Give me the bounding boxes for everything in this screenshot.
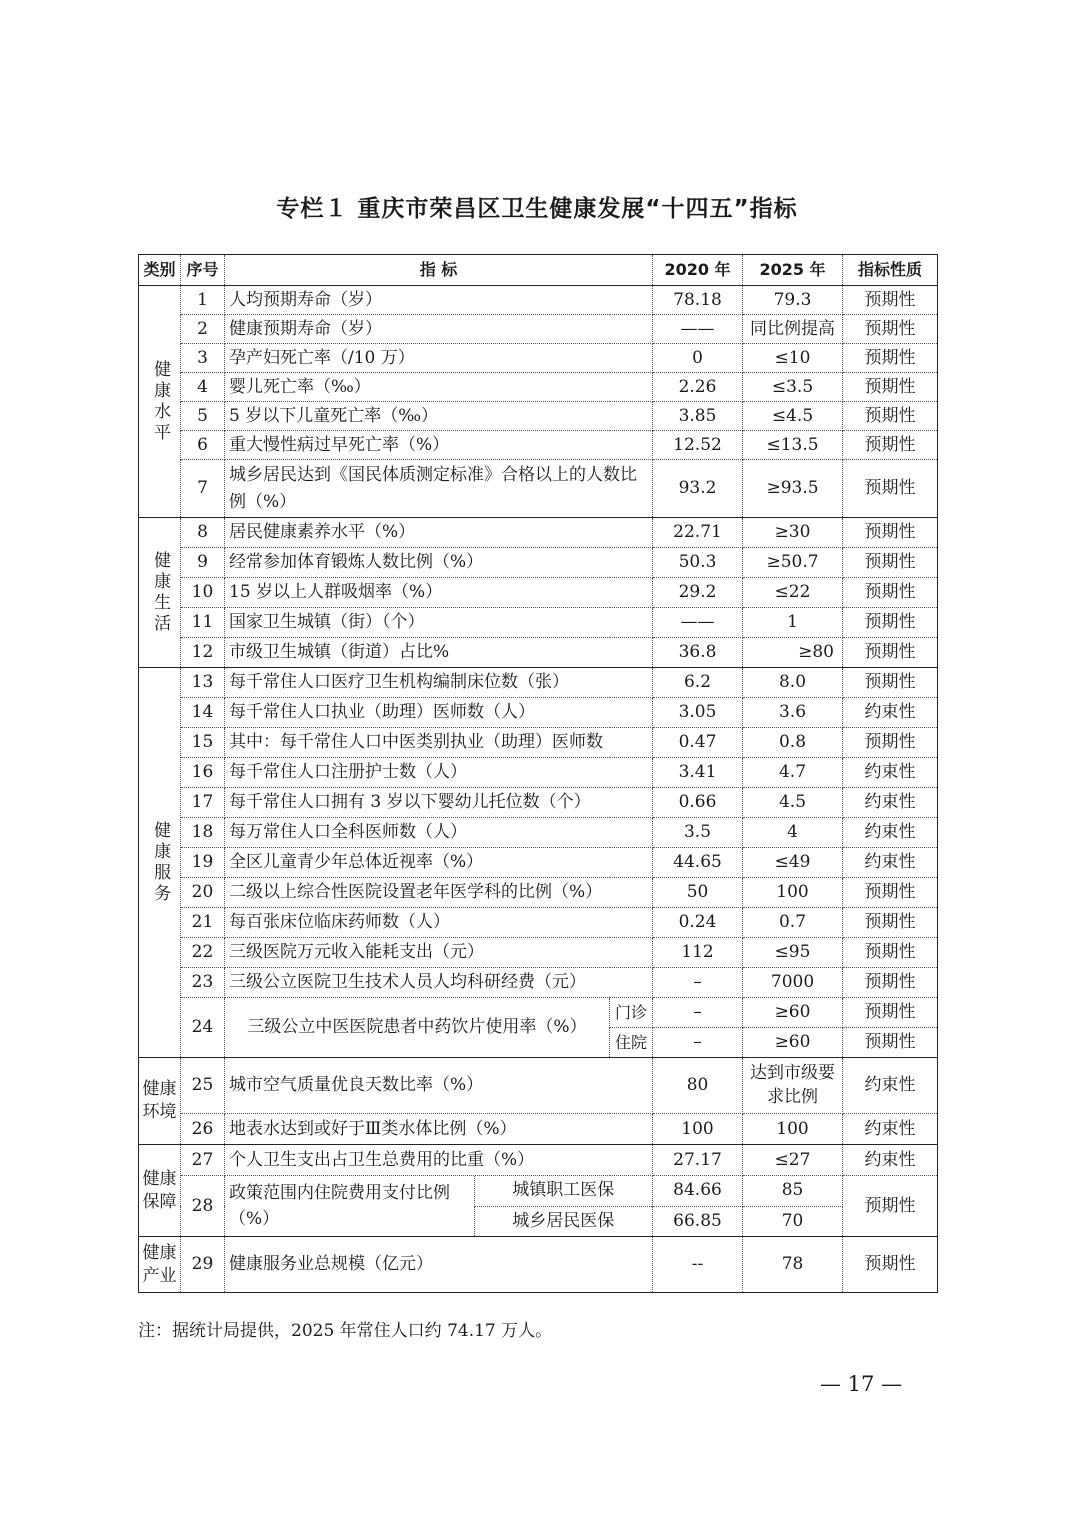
table-row [139, 878, 938, 908]
row-nature: 预期性 [843, 431, 938, 460]
sub-label-urban-rural: 城乡居民医保 [512, 1210, 615, 1231]
row-indicator: 二级以上综合性医院设置老年医学科的比例（%） [225, 878, 653, 908]
row-nature: 预期性 [843, 668, 938, 698]
row-no: 28 [181, 1176, 225, 1237]
table-row [139, 578, 938, 608]
row-no: 7 [181, 460, 225, 518]
row-nature: 预期性 [843, 518, 938, 548]
row-2025: 0.8 [743, 728, 843, 758]
row-no: 15 [181, 728, 225, 758]
row-2025: 同比例提高 [743, 315, 843, 344]
table-row [139, 698, 938, 728]
row-2020: 12.52 [653, 431, 743, 460]
row-nature: 预期性 [843, 548, 938, 578]
row-indicator: 每千常住人口注册护士数（人） [225, 758, 653, 788]
row-2020: 3.85 [653, 402, 743, 431]
row-2025: 0.7 [743, 908, 843, 938]
row-2025: 79.3 [743, 286, 843, 315]
row-nature: 预期性 [843, 938, 938, 968]
row-nature: 约束性 [843, 698, 938, 728]
row-no: 13 [181, 668, 225, 698]
category-health-service: 健康服务 [139, 668, 181, 1058]
row-nature: 预期性 [843, 638, 938, 668]
row-2025: 7000 [743, 968, 843, 998]
row-2020: 29.2 [653, 578, 743, 608]
row-nature: 预期性 [843, 1237, 938, 1293]
row-no: 22 [181, 938, 225, 968]
row-no: 26 [181, 1114, 225, 1145]
sub-label-outpatient: 门诊 [610, 998, 653, 1028]
row-no: 3 [181, 344, 225, 373]
row-indicator: 每万常住人口全科医师数（人） [225, 818, 653, 848]
row-28-indicator-cell [225, 1176, 653, 1237]
table-row [139, 788, 938, 818]
row-2025: ≤3.5 [743, 373, 843, 402]
category-health-industry [139, 1237, 181, 1293]
row-2025: 100 [743, 1114, 843, 1145]
header-category: 类别 [139, 255, 181, 286]
indicator-table [138, 254, 938, 1293]
row-2020: – [653, 1028, 743, 1058]
row-indicator: 每千常住人口拥有 3 岁以下婴幼儿托位数（个） [225, 788, 653, 818]
row-2020: 3.05 [653, 698, 743, 728]
table-note: 注：据统计局提供，2025 年常住人口约 74.17 万人。 [138, 1321, 553, 1341]
row-no: 2 [181, 315, 225, 344]
row-no: 23 [181, 968, 225, 998]
row-indicator: 三级公立医院卫生技术人员人均科研经费（元） [225, 968, 653, 998]
row-indicator: 每千常住人口医疗卫生机构编制床位数（张） [225, 668, 653, 698]
row-nature: 预期性 [843, 728, 938, 758]
table-row [139, 1114, 938, 1145]
table-row [139, 402, 938, 431]
row-28-subtable [225, 1176, 652, 1236]
row-nature: 预期性 [843, 1176, 938, 1237]
header-indicator: 指 标 [225, 255, 653, 286]
row-indicator: 每百张床位临床药师数（人） [225, 908, 653, 938]
row-2020: —— [653, 608, 743, 638]
row-indicator: 全区儿童青少年总体近视率（%） [225, 848, 653, 878]
row-nature: 约束性 [843, 848, 938, 878]
row-2020: 2.26 [653, 373, 743, 402]
row-no: 8 [181, 518, 225, 548]
category-health-security [139, 1145, 181, 1237]
row-no: 6 [181, 431, 225, 460]
table-row [139, 518, 938, 548]
row-2020: 36.8 [653, 638, 743, 668]
row-2020: 66.85 [653, 1206, 743, 1237]
row-indicator: 每千常住人口执业（助理）医师数（人） [225, 698, 653, 728]
row-no: 10 [181, 578, 225, 608]
row-2020: 6.2 [653, 668, 743, 698]
row-2020: 0.66 [653, 788, 743, 818]
row-no: 25 [181, 1058, 225, 1114]
row-indicator: 经常参加体育锻炼人数比例（%） [225, 548, 653, 578]
row-2020: – [653, 968, 743, 998]
table-row [139, 638, 938, 668]
row-nature: 预期性 [843, 1028, 938, 1058]
header-2020: 2020 年 [653, 255, 743, 286]
row-2020: 3.5 [653, 818, 743, 848]
row-2025: ≤13.5 [743, 431, 843, 460]
row-nature: 预期性 [843, 460, 938, 518]
row-2025-text: 达到市级要求比例 [750, 1062, 836, 1107]
table-row [139, 608, 938, 638]
row-no: 14 [181, 698, 225, 728]
row-nature: 约束性 [843, 818, 938, 848]
row-2020: 22.71 [653, 518, 743, 548]
row-2025: 4.7 [743, 758, 843, 788]
row-indicator: 城市空气质量优良天数比率（%） [225, 1058, 653, 1114]
table-row [139, 728, 938, 758]
table-header-row [139, 255, 938, 286]
page-number: — 17 — [820, 1372, 903, 1396]
row-indicator: 健康服务业总规模（亿元） [225, 1237, 653, 1293]
row-2025: ≥30 [743, 518, 843, 548]
row-no: 11 [181, 608, 225, 638]
row-no: 1 [181, 286, 225, 315]
row-2020: – [653, 998, 743, 1028]
row-2025: ≤22 [743, 578, 843, 608]
row-no: 20 [181, 878, 225, 908]
row-nature: 预期性 [843, 344, 938, 373]
row-indicator: 市级卫生城镇（街道）占比% [225, 638, 653, 668]
category-label: 健康产业 [142, 1242, 177, 1286]
table-row [139, 758, 938, 788]
row-indicator: 孕产妇死亡率（/10 万） [225, 344, 653, 373]
row-nature: 预期性 [843, 402, 938, 431]
row-indicator: 5 岁以下儿童死亡率（‰） [225, 402, 653, 431]
row-2020: -- [653, 1237, 743, 1293]
table-row [139, 1176, 938, 1207]
sub-label-urban-employee: 城镇职工医保 [474, 1176, 652, 1206]
category-label: 健康环境 [142, 1079, 177, 1122]
row-2020: 50 [653, 878, 743, 908]
row-2025: ≤49 [743, 848, 843, 878]
row-2020: 100 [653, 1114, 743, 1145]
table-row [139, 818, 938, 848]
row-2025: ≥80 [743, 638, 843, 668]
row-nature: 预期性 [843, 578, 938, 608]
row-no: 21 [181, 908, 225, 938]
row-indicator: 国家卫生城镇（街）（个） [225, 608, 653, 638]
row-nature: 预期性 [843, 315, 938, 344]
row-2020: 84.66 [653, 1176, 743, 1207]
row-no: 24 [181, 998, 225, 1058]
header-seq: 序号 [181, 255, 225, 286]
row-2025: 70 [743, 1206, 843, 1237]
row-2020: 3.41 [653, 758, 743, 788]
row-2020: 93.2 [653, 460, 743, 518]
row-2025: ≥93.5 [743, 460, 843, 518]
row-2020: 44.65 [653, 848, 743, 878]
row-nature: 约束性 [843, 1114, 938, 1145]
row-2025: 85 [743, 1176, 843, 1207]
row-indicator: 三级医院万元收入能耗支出（元） [225, 938, 653, 968]
row-no: 12 [181, 638, 225, 668]
row-no: 5 [181, 402, 225, 431]
row-2025: 100 [743, 878, 843, 908]
row-nature: 预期性 [843, 286, 938, 315]
row-nature: 约束性 [843, 788, 938, 818]
table-row [139, 460, 938, 518]
row-2025: ≥60 [743, 1028, 843, 1058]
row-nature: 预期性 [843, 908, 938, 938]
table-row [139, 1058, 938, 1114]
row-2025 [743, 1058, 843, 1114]
row-no: 9 [181, 548, 225, 578]
table-row [139, 431, 938, 460]
row-indicator: 其中：每千常住人口中医类别执业（助理）医师数 [225, 728, 653, 758]
row-indicator: 人均预期寿命（岁） [225, 286, 653, 315]
table-row [139, 344, 938, 373]
row-2020: 27.17 [653, 1145, 743, 1176]
row-indicator: 重大慢性病过早死亡率（%） [225, 431, 653, 460]
row-2020: 0.47 [653, 728, 743, 758]
row-2025: ≤10 [743, 344, 843, 373]
row-2025: 1 [743, 608, 843, 638]
row-2025: ≥60 [743, 998, 843, 1028]
row-2020: 78.18 [653, 286, 743, 315]
row-2020: 112 [653, 938, 743, 968]
table-row [139, 1145, 938, 1176]
category-health-life: 健康生活 [139, 518, 181, 668]
category-health-level: 健康水平 [139, 286, 181, 518]
row-no: 27 [181, 1145, 225, 1176]
category-label: 健康保障 [142, 1168, 177, 1212]
row-2025: 8.0 [743, 668, 843, 698]
row-nature: 预期性 [843, 998, 938, 1028]
row-nature: 约束性 [843, 758, 938, 788]
row-nature: 预期性 [843, 608, 938, 638]
row-nature: 预期性 [843, 373, 938, 402]
table-row [139, 548, 938, 578]
table-row [139, 286, 938, 315]
header-nature: 指标性质 [843, 255, 938, 286]
row-2025: 4.5 [743, 788, 843, 818]
row-indicator: 居民健康素养水平（%） [225, 518, 653, 548]
row-2025: ≤95 [743, 938, 843, 968]
row-2020: —— [653, 315, 743, 344]
sub-label-inpatient: 住院 [610, 1028, 653, 1058]
row-nature: 预期性 [843, 878, 938, 908]
table-row [139, 315, 938, 344]
row-2025: ≤27 [743, 1145, 843, 1176]
row-indicator: 三级公立中医医院患者中药饮片使用率（%） [225, 998, 610, 1058]
row-2020: 50.3 [653, 548, 743, 578]
row-no: 29 [181, 1237, 225, 1293]
table-row [139, 938, 938, 968]
table-row [139, 1237, 938, 1293]
row-indicator: 政策范围内住院费用支付比例（%） [225, 1176, 474, 1236]
row-no: 18 [181, 818, 225, 848]
row-indicator: 地表水达到或好于Ⅲ类水体比例（%） [225, 1114, 653, 1145]
row-indicator: 个人卫生支出占卫生总费用的比重（%） [225, 1145, 653, 1176]
row-no: 19 [181, 848, 225, 878]
table-row [139, 998, 938, 1028]
table-row [139, 908, 938, 938]
row-indicator: 婴儿死亡率（‰） [225, 373, 653, 402]
row-nature: 预期性 [843, 968, 938, 998]
row-no: 4 [181, 373, 225, 402]
row-indicator: 15 岁以上人群吸烟率（%） [225, 578, 653, 608]
row-2020: 80 [653, 1058, 743, 1114]
row-2025: ≤4.5 [743, 402, 843, 431]
row-2025: 3.6 [743, 698, 843, 728]
page-title: 专栏１ 重庆市荣昌区卫生健康发展“十四五”指标 [276, 196, 798, 222]
row-no: 16 [181, 758, 225, 788]
row-no: 17 [181, 788, 225, 818]
table-row [139, 968, 938, 998]
row-indicator: 健康预期寿命（岁） [225, 315, 653, 344]
row-2025: ≥50.7 [743, 548, 843, 578]
row-2020: 0.24 [653, 908, 743, 938]
row-nature: 约束性 [843, 1058, 938, 1114]
table-row [139, 373, 938, 402]
row-2025: 78 [743, 1237, 843, 1293]
row-indicator: 城乡居民达到《国民体质测定标准》合格以上的人数比例（%） [225, 460, 653, 518]
table-row [139, 848, 938, 878]
row-2020: 0 [653, 344, 743, 373]
category-health-env [139, 1058, 181, 1145]
table-row [139, 668, 938, 698]
row-2025: 4 [743, 818, 843, 848]
header-2025: 2025 年 [743, 255, 843, 286]
row-nature: 约束性 [843, 1145, 938, 1176]
